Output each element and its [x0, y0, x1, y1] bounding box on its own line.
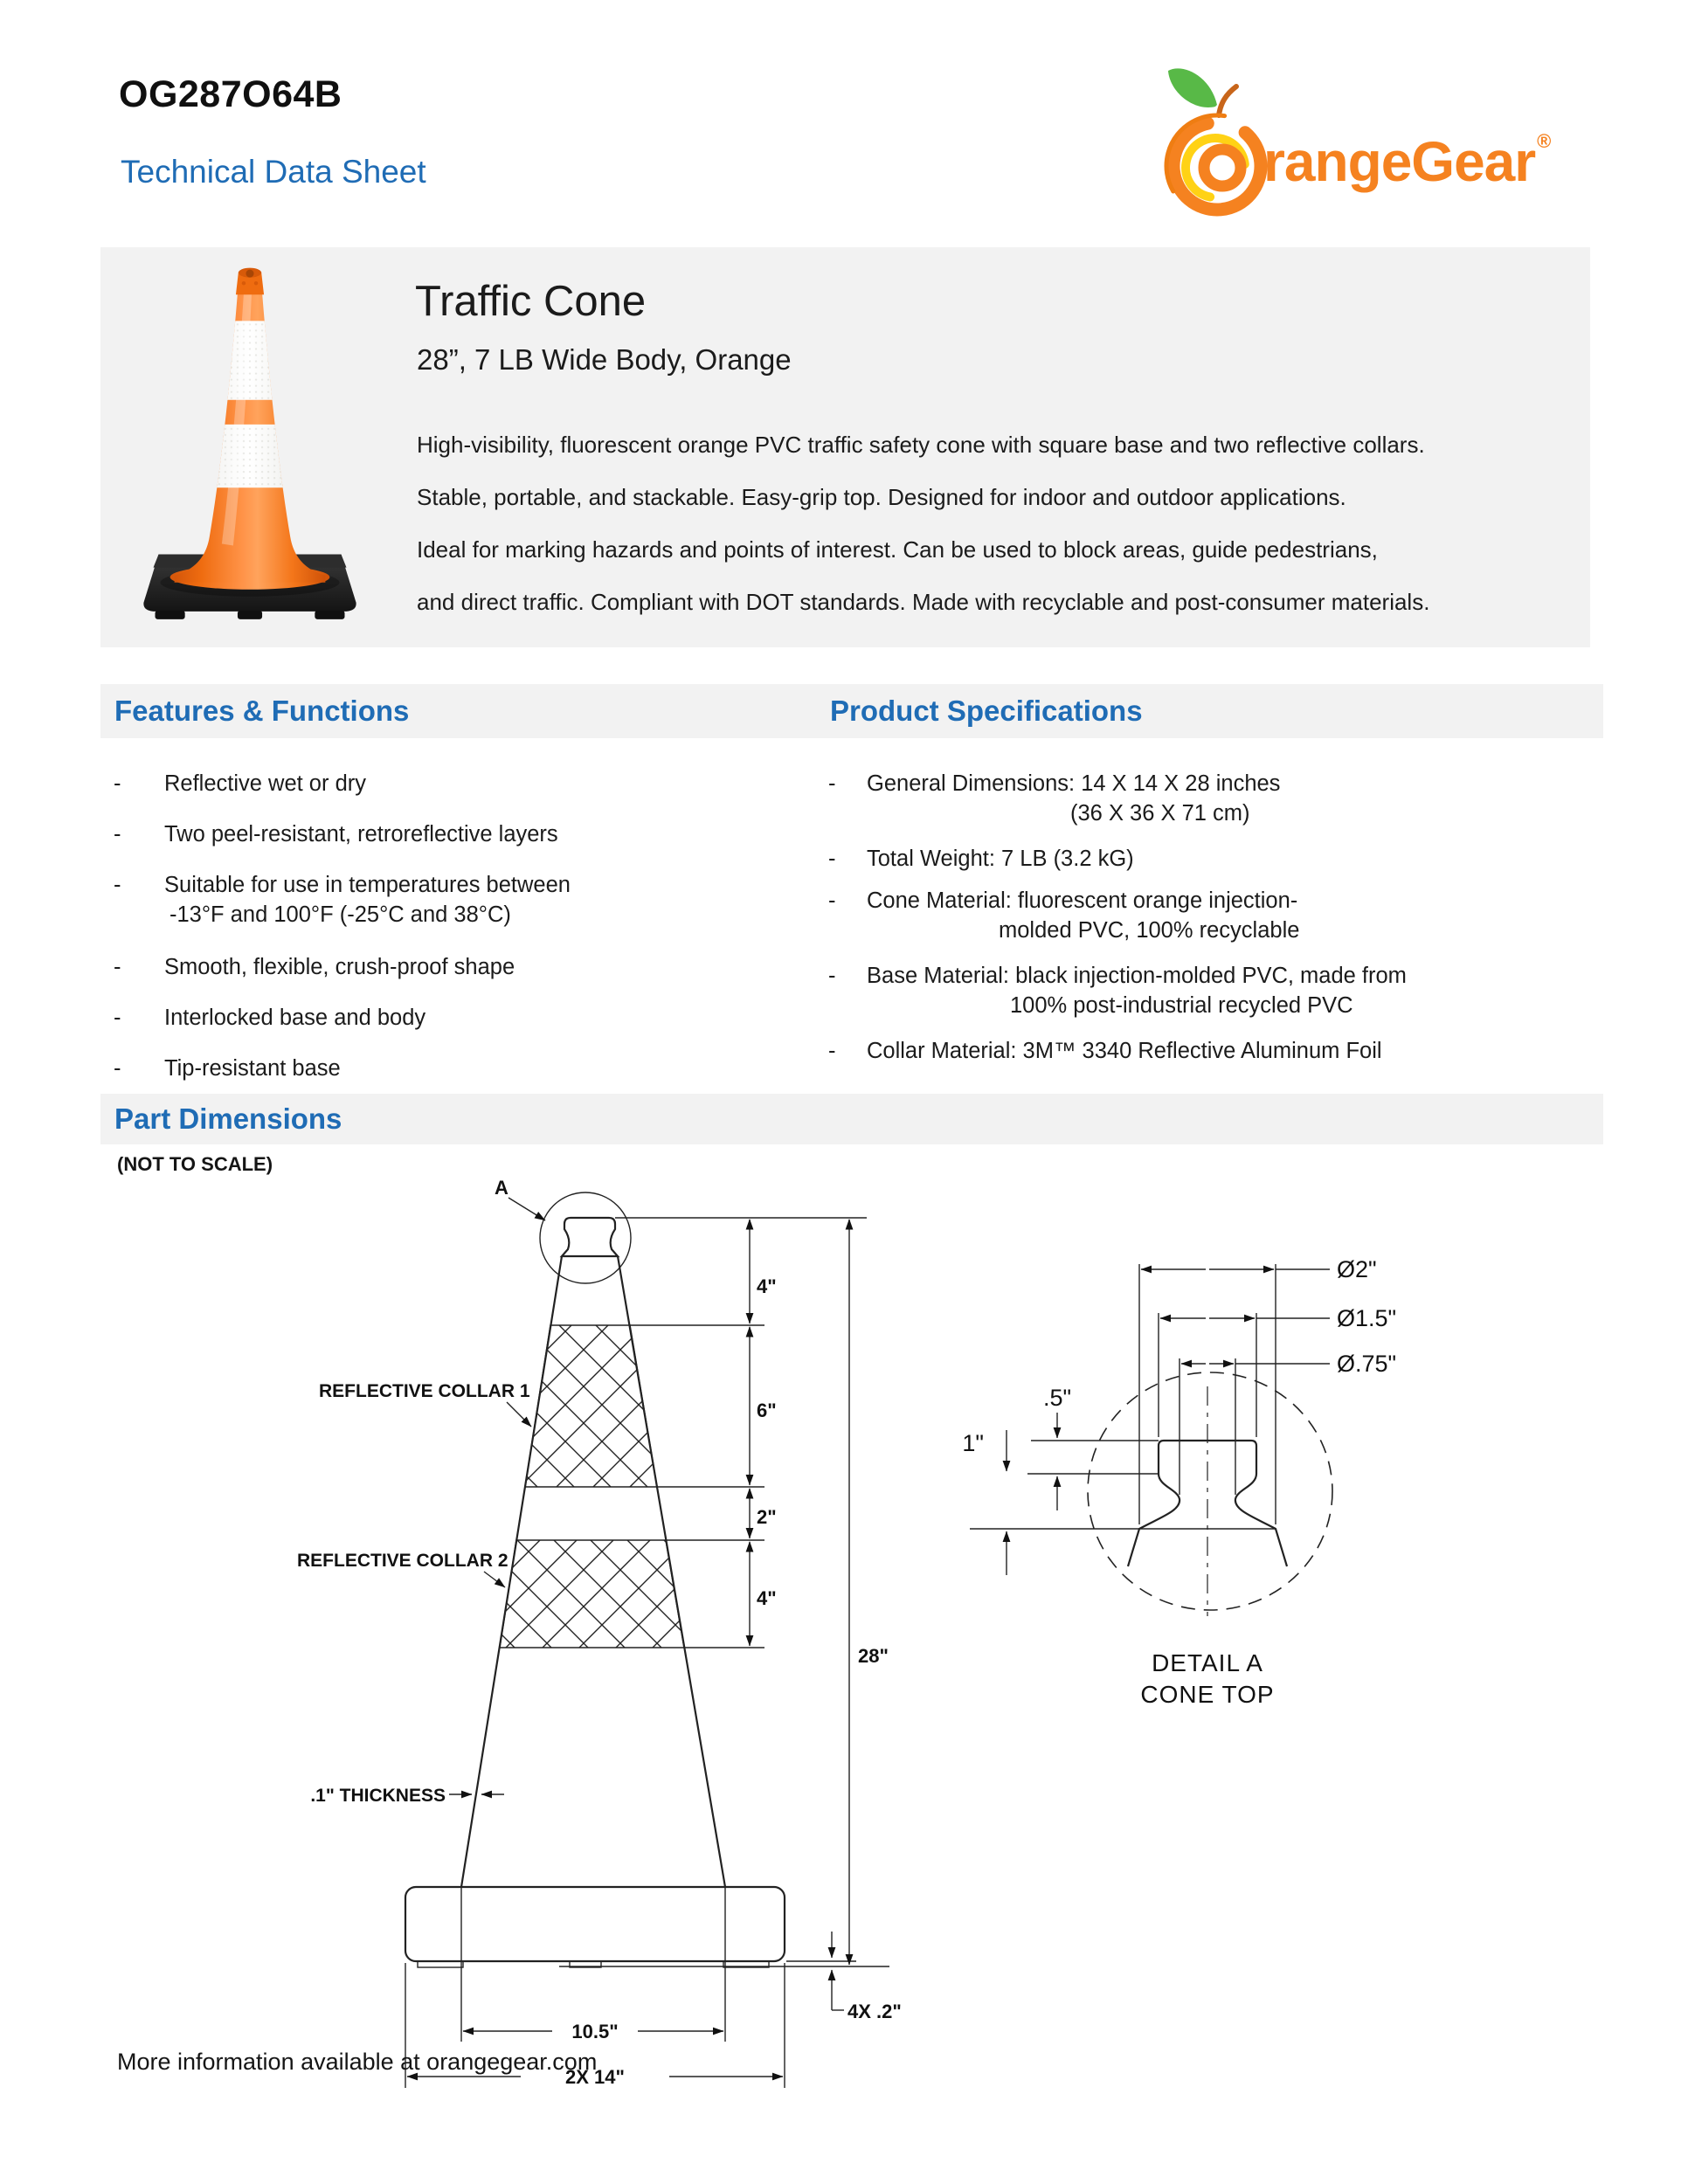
dim-label: 2X 14" — [565, 2066, 625, 2088]
thickness-label: .1" THICKNESS — [310, 1786, 446, 1806]
feature-text: Interlocked base and body — [164, 1006, 426, 1030]
spec-text-line1: Cone Material: fluorescent orange injection- — [867, 888, 1298, 913]
not-to-scale-note: (NOT TO SCALE) — [117, 1153, 273, 1175]
list-item — [114, 819, 813, 849]
dia-label: Ø.75" — [1337, 1351, 1397, 1377]
product-hero-panel — [100, 247, 1590, 647]
brand-wordmark-text: rangeGear — [1263, 130, 1536, 193]
product-code: OG287O64B — [119, 73, 342, 115]
detail-a-callout-circle — [540, 1192, 631, 1283]
feature-text-line1: Suitable for use in temperatures between — [164, 873, 571, 897]
dim-label: 6" — [757, 1400, 777, 1421]
dim-label: 10.5" — [571, 2021, 619, 2042]
bullet-dash: - — [114, 771, 121, 796]
dim-label: 4" — [757, 1275, 777, 1297]
list-item — [114, 952, 813, 982]
bullet-dash: - — [828, 771, 836, 796]
spec-text — [867, 769, 1280, 828]
collar2-hatch — [500, 1540, 684, 1648]
spec-text-line1: General Dimensions: 14 X 14 X 28 inches — [867, 771, 1281, 796]
bullet-dash: - — [828, 1039, 836, 1063]
features-list — [114, 769, 813, 1104]
doc-type-title: Technical Data Sheet — [121, 154, 426, 190]
dim-label: 1" — [962, 1430, 984, 1456]
product-description — [417, 418, 1429, 628]
collar1-hatch — [525, 1325, 657, 1487]
spec-text-line2: molded PVC, 100% recyclable — [999, 918, 1300, 943]
dia-label: Ø1.5" — [1337, 1305, 1397, 1331]
cone-top-detail-view — [962, 1256, 1396, 1708]
cone-grip-top — [236, 268, 264, 295]
product-subtitle: 28”, 7 LB Wide Body, Orange — [417, 343, 792, 376]
collar1-label: REFLECTIVE COLLAR 1 — [319, 1381, 530, 1401]
callout-label: A — [495, 1177, 508, 1199]
list-item — [114, 1003, 813, 1033]
part-dimensions-drawing — [70, 1166, 1608, 2105]
spec-text-line2: (36 X 36 X 71 cm) — [1070, 801, 1250, 826]
cone-front-view — [297, 1177, 902, 2088]
traffic-cone-photo — [118, 254, 382, 640]
specs-list — [828, 769, 1615, 1082]
leaf-stem-icon — [1219, 86, 1236, 115]
dia-label: Ø2" — [1337, 1256, 1377, 1282]
specs-heading: Product Specifications — [830, 695, 1143, 727]
spec-text: Total Weight: 7 LB (3.2 kG) — [867, 847, 1134, 871]
dim-label: 4" — [757, 1587, 777, 1609]
bullet-dash: - — [114, 1056, 121, 1081]
part-dimensions-heading: Part Dimensions — [114, 1102, 342, 1135]
list-item — [114, 1054, 813, 1083]
spec-text-line2: 100% post-industrial recycled PVC — [1010, 993, 1353, 1018]
list-item — [828, 886, 1615, 945]
dim-label: 28" — [858, 1645, 889, 1667]
dim-label: .5" — [1042, 1385, 1072, 1411]
detail-subtitle: CONE TOP — [1140, 1681, 1275, 1708]
detail-title: DETAIL A — [1152, 1649, 1263, 1676]
feature-text: Tip-resistant base — [164, 1056, 341, 1081]
leaf-icon — [1168, 68, 1217, 107]
dim-label: 2" — [757, 1506, 777, 1528]
bullet-dash: - — [828, 888, 836, 913]
description-line: Stable, portable, and stackable. Easy-grip top. Designed for indoor and outdoor applications. — [417, 484, 1346, 510]
base-plate — [405, 1887, 785, 1961]
dim-label: 4X .2" — [847, 2001, 902, 2022]
registered-mark: ® — [1537, 130, 1551, 152]
description-line: Ideal for marking hazards and points of interest. Can be used to block areas, guide pedestrians, — [417, 536, 1378, 563]
brand-wordmark — [1263, 129, 1550, 194]
spec-text — [867, 886, 1299, 945]
bullet-dash: - — [828, 847, 836, 871]
product-title: Traffic Cone — [415, 278, 647, 325]
description-line: and direct traffic. Compliant with DOT standards. Made with recyclable and post-consumer materials. — [417, 589, 1430, 615]
collar2-label: REFLECTIVE COLLAR 2 — [297, 1551, 508, 1571]
spec-text-line1: Base Material: black injection-molded PVC, made from — [867, 964, 1407, 988]
bullet-dash: - — [828, 964, 836, 988]
orangegear-logo-icon — [1163, 56, 1273, 224]
feature-text-line2: -13°F and 100°F (-25°C and 38°C) — [169, 902, 511, 927]
bullet-dash: - — [114, 955, 121, 979]
part-dimensions-heading-bar — [100, 1094, 1603, 1144]
list-item — [828, 961, 1615, 1020]
list-item — [828, 1036, 1615, 1066]
bullet-dash: - — [114, 873, 121, 897]
detail-boundary-circle — [1088, 1372, 1332, 1610]
feature-text: Two peel-resistant, retroreflective layers — [164, 822, 558, 847]
footer-note: More information available at orangegear.com — [117, 2049, 598, 2075]
bullet-dash: - — [114, 822, 121, 847]
spec-text — [867, 961, 1407, 1020]
logo-letter-o — [1204, 149, 1241, 186]
spec-text: Collar Material: 3M™ 3340 Reflective Aluminum Foil — [867, 1039, 1382, 1063]
feature-text: Smooth, flexible, crush-proof shape — [164, 955, 515, 979]
cone-body — [144, 293, 355, 583]
list-item — [114, 769, 813, 798]
features-heading: Features & Functions — [114, 695, 410, 727]
section-heading-bar — [100, 684, 1603, 738]
feature-text — [164, 870, 571, 930]
list-item — [114, 870, 813, 930]
list-item — [828, 769, 1615, 828]
bullet-dash: - — [114, 1006, 121, 1030]
feature-text: Reflective wet or dry — [164, 771, 366, 796]
list-item — [828, 844, 1615, 874]
description-line: High-visibility, fluorescent orange PVC traffic safety cone with square base and two reflective collars. — [417, 432, 1425, 458]
